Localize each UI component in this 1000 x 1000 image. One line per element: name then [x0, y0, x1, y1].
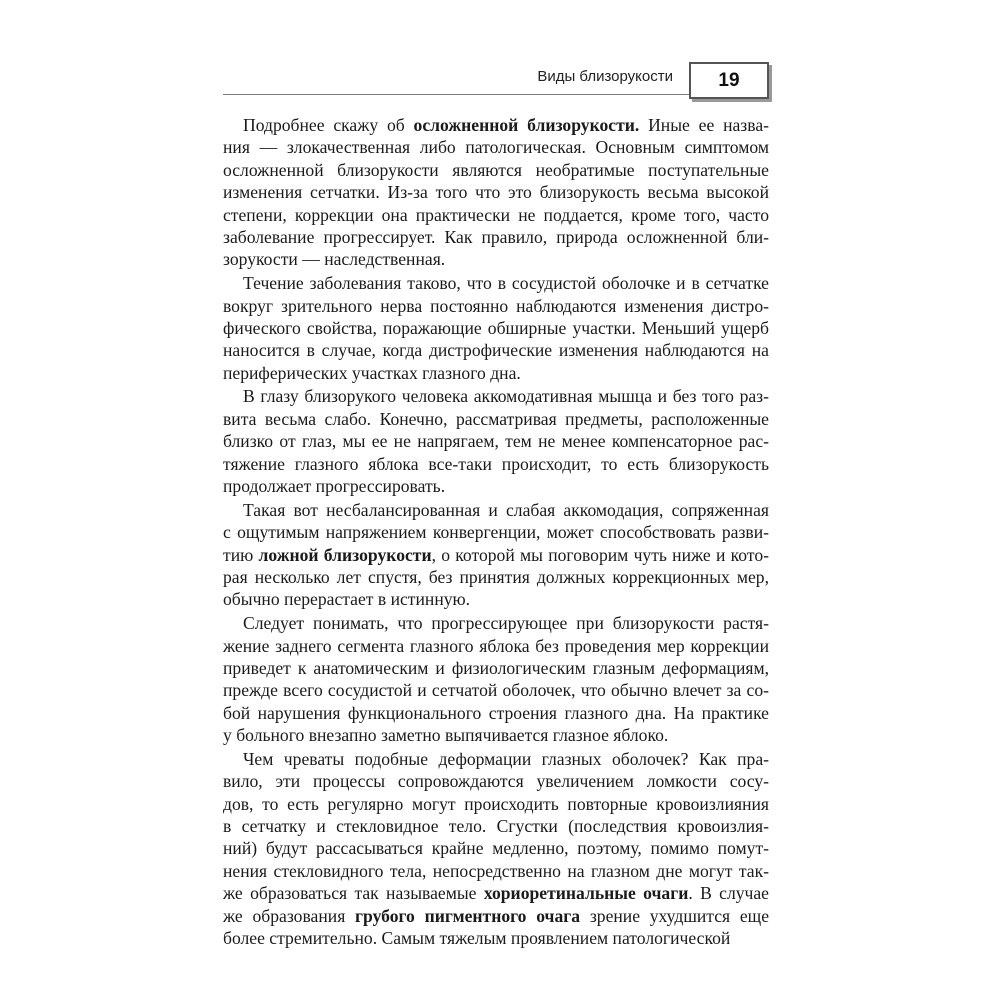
text-line	[223, 905, 769, 927]
running-header-title: Виды близорукости	[537, 68, 673, 85]
text-run: изменения сетчатки. Из-за того что это близорукость весьма высокой	[223, 182, 769, 203]
text-run: с ощутимым напряжением конвергенции, может способствовать разви-	[223, 522, 769, 543]
text-line	[223, 837, 769, 859]
text-run: осложненной близорукости являются необратимые поступательные	[223, 159, 769, 180]
text-run: вокруг зрительного нерва постоянно наблюдаются изменения дистро-	[223, 295, 769, 316]
body-text	[223, 114, 769, 949]
text-run: , о которой мы поговорим чуть ниже и кото-	[431, 544, 769, 565]
text-line	[223, 566, 769, 588]
paragraph	[223, 272, 769, 384]
text-line	[223, 453, 769, 475]
text-run: Течение заболевания таково, что в сосудистой оболочке и в сетчатке	[243, 273, 769, 294]
text-line	[223, 882, 769, 904]
text-run: степени, коррекции она практически не поддается, кроме того, часто	[223, 204, 769, 225]
text-run: у больного внезапно заметно выпячивается глазное яблоко.	[223, 725, 669, 746]
text-run: фического свойства, поражающие обширные участки. Меньший ущерб	[223, 317, 769, 338]
text-line	[223, 408, 769, 430]
text-line	[223, 588, 769, 610]
text-run: обычно перерастает в истинную.	[223, 589, 471, 610]
paragraph	[223, 612, 769, 746]
text-run: тяжение глазного яблока все-таки происходит, то есть близорукость	[223, 453, 769, 474]
text-line	[223, 521, 769, 543]
text-run: прежде всего сосудистой и сетчатой оболочек, что обычно влечет за со-	[223, 680, 769, 701]
page-number-box	[689, 62, 769, 99]
text-line	[223, 927, 769, 949]
text-run: Следует понимать, что прогрессирующее при близорукости растя-	[243, 613, 769, 634]
text-run: периферических участках глазного дна.	[223, 362, 521, 383]
text-line	[223, 544, 769, 566]
bold-term: ложной близорукости	[258, 544, 432, 565]
text-run: нения стекловидного тела, непосредственно на глазном дне могут так-	[223, 860, 769, 881]
text-line	[223, 430, 769, 452]
text-line	[223, 385, 769, 407]
text-line	[223, 499, 769, 521]
text-run: продолжает прогрессировать.	[223, 476, 446, 497]
text-run: Чем чреваты подобные деформации глазных оболочек? Как пра-	[243, 748, 769, 769]
text-line	[223, 181, 769, 203]
text-line	[223, 793, 769, 815]
text-run: вита весьма слабо. Конечно, рассматривая предметы, расположенные	[223, 408, 769, 429]
text-line	[223, 770, 769, 792]
text-line	[223, 248, 769, 270]
text-run: Такая вот несбалансированная и слабая аккомодация, сопряженная	[243, 499, 769, 520]
text-line	[223, 317, 769, 339]
header-rule	[223, 94, 689, 95]
text-line	[223, 860, 769, 882]
text-line	[223, 702, 769, 724]
text-run: дов, то есть регулярно могут происходить повторные кровоизлияния	[223, 793, 769, 814]
text-run: в сетчатку и стекловидное тело. Сгустки (последствия кровоизлия-	[223, 816, 769, 837]
text-line	[223, 295, 769, 317]
text-line	[223, 136, 769, 158]
text-run: жение заднего сегмента глазного яблока без проведения мер коррекции	[223, 635, 769, 656]
paragraph	[223, 499, 769, 611]
text-run: ния — злокачественная либо патологическая. Основным симптомом	[223, 137, 769, 158]
text-line	[223, 724, 769, 746]
text-run: наносится в случае, когда дистрофические изменения наблюдаются на	[223, 340, 769, 361]
text-run: приведет к анатомическим и физиологическим глазным деформациям,	[223, 657, 769, 678]
text-line	[223, 679, 769, 701]
text-run: же образования	[223, 905, 356, 926]
bold-term: хориоретинальные очаги	[483, 883, 689, 904]
text-run: Подробнее скажу об	[243, 115, 414, 135]
text-line	[223, 612, 769, 634]
page-number: 19	[718, 69, 740, 91]
text-run: В глазу близорукого человека аккомодативная мышца и без того раз-	[243, 386, 769, 407]
paragraph	[223, 114, 769, 271]
text-run: заболевание прогрессирует. Как правило, природа осложненной бли-	[223, 226, 769, 247]
text-run: зорукости — наследственная.	[223, 249, 446, 270]
text-line	[223, 226, 769, 248]
text-run: тию	[223, 544, 259, 565]
text-run: близко от глаз, мы ее не напрягаем, тем не менее компенсаторное рас-	[223, 431, 769, 452]
running-header	[223, 62, 769, 100]
text-line	[223, 114, 769, 136]
text-line	[223, 748, 769, 770]
text-line	[223, 159, 769, 181]
text-run: . В случае	[688, 883, 769, 904]
text-line	[223, 815, 769, 837]
text-line	[223, 339, 769, 361]
text-line	[223, 475, 769, 497]
bold-term: грубого пигментного очага	[355, 905, 581, 926]
text-run: зрение ухудшится еще	[580, 905, 769, 926]
paragraph	[223, 748, 769, 950]
text-run: бой нарушения функционального строения глазного дна. На практике	[223, 702, 769, 723]
text-line	[223, 657, 769, 679]
text-line	[223, 362, 769, 384]
text-run: ний) будут рассасываться крайне медленно, поэтому, помимо помут-	[223, 838, 769, 859]
text-line	[223, 635, 769, 657]
text-run: Иные ее назва-	[639, 115, 769, 135]
text-run: более стремительно. Самым тяжелым проявлением патологической	[223, 928, 731, 949]
text-line	[223, 272, 769, 294]
text-line	[223, 204, 769, 226]
text-run: рая несколько лет спустя, без принятия должных коррекционных мер,	[223, 566, 769, 587]
text-run: же образоваться так называемые	[223, 883, 484, 904]
bold-term: осложненной близорукости.	[413, 115, 640, 135]
text-run: вило, эти процессы сопровождаются увеличением ломкости сосу-	[223, 771, 769, 792]
paragraph	[223, 385, 769, 497]
